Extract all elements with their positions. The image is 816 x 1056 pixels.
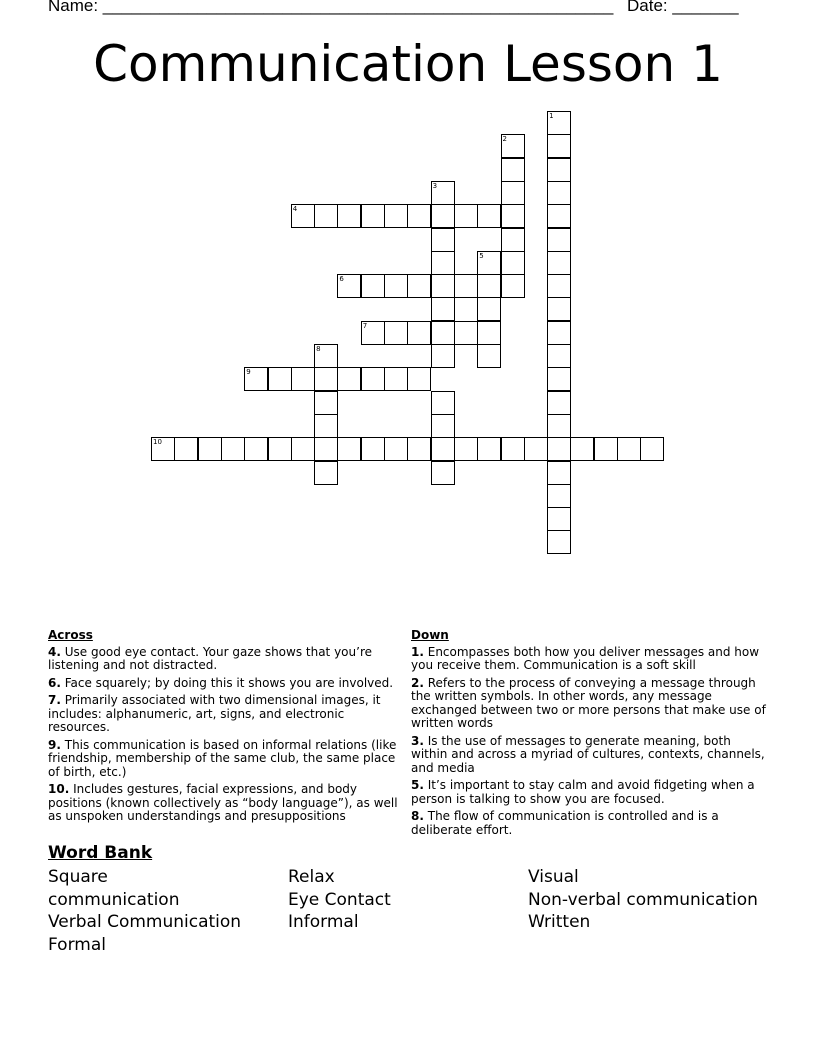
crossword-cell[interactable] (384, 274, 408, 298)
word-bank-item: Verbal Communication (48, 912, 242, 933)
clue-number: 5. (411, 778, 424, 792)
crossword-cell[interactable] (501, 134, 525, 158)
clue-number: 6 (339, 275, 344, 284)
clue-text: Face squarely; by doing this it shows you are involved. (60, 675, 394, 690)
crossword-cell[interactable] (361, 274, 385, 298)
clue-number: 10. (48, 782, 70, 796)
word-bank-item: Formal (48, 935, 106, 956)
across-clue (48, 646, 408, 673)
crossword-cell[interactable] (407, 321, 431, 345)
crossword-cell[interactable] (361, 321, 385, 345)
crossword-cell[interactable] (477, 321, 501, 345)
crossword-cell[interactable] (407, 274, 431, 298)
crossword-cell[interactable] (547, 461, 571, 485)
crossword-cell[interactable] (314, 391, 338, 415)
clue-number: 1. (411, 644, 424, 659)
crossword-cell[interactable] (501, 437, 525, 461)
crossword-cell[interactable] (431, 181, 455, 205)
word-bank-item: communication (48, 889, 180, 910)
word-bank-item: Non-verbal communication (528, 889, 758, 910)
across-clues (48, 629, 408, 828)
clue-number: 2 (502, 135, 507, 144)
crossword-cell[interactable] (547, 251, 571, 275)
crossword-cell[interactable] (640, 437, 664, 461)
crossword-cell[interactable] (337, 437, 361, 461)
crossword-cell[interactable] (407, 437, 431, 461)
crossword-cell[interactable] (547, 391, 571, 415)
crossword-cell[interactable] (524, 437, 548, 461)
across-clue (48, 783, 408, 824)
crossword-cell[interactable] (547, 134, 571, 158)
crossword-cell[interactable] (431, 204, 455, 228)
word-bank-item: Visual (528, 867, 579, 887)
clue-number: 9 (246, 368, 251, 377)
clue-number: 3 (432, 181, 438, 190)
crossword-cell[interactable] (501, 158, 525, 182)
crossword-cell[interactable] (314, 461, 338, 485)
crossword-cell[interactable] (431, 297, 455, 321)
crossword-cell[interactable] (454, 321, 478, 345)
clue-text: This communication is based on informal relations (like friendship, membership of the same club, the same place of birth, etc.) (48, 737, 397, 779)
crossword-cell[interactable] (547, 297, 571, 321)
clue-text: The flow of communication is controlled and is a deliberate effort. (411, 809, 719, 837)
crossword-cell[interactable] (547, 344, 571, 368)
crossword-cell[interactable] (291, 367, 315, 391)
crossword-cell[interactable] (314, 414, 338, 438)
down-clues (411, 629, 771, 841)
crossword-cell[interactable] (431, 321, 455, 345)
crossword-cell[interactable] (361, 204, 385, 228)
crossword-cell[interactable] (174, 437, 198, 461)
crossword-cell[interactable] (454, 274, 478, 298)
crossword-cell[interactable] (547, 484, 571, 508)
crossword-cell[interactable] (291, 437, 315, 461)
clue-number: 7 (362, 321, 368, 330)
word-bank-item: Written (528, 912, 591, 933)
crossword-cell[interactable] (314, 367, 338, 391)
crossword-cell[interactable] (431, 461, 455, 485)
crossword-cell[interactable] (477, 344, 501, 368)
crossword-cell[interactable] (547, 204, 571, 228)
crossword-cell[interactable] (384, 321, 408, 345)
down-clue (411, 646, 771, 673)
crossword-cell[interactable] (244, 367, 268, 391)
word-bank-item: Informal (288, 912, 359, 933)
crossword-cell[interactable] (337, 274, 361, 298)
crossword-cell[interactable] (384, 204, 408, 228)
clue-number: 5 (479, 251, 484, 260)
crossword-cell[interactable] (431, 414, 455, 438)
crossword-cell[interactable] (477, 437, 501, 461)
clue-number: 1 (549, 112, 554, 120)
crossword-cell[interactable] (291, 204, 315, 228)
down-clue (411, 735, 771, 776)
crossword-cell[interactable] (547, 181, 571, 205)
crossword-cell[interactable] (431, 274, 455, 298)
clue-text: Use good eye contact. Your gaze shows that you’re listening and not distracted. (48, 644, 372, 672)
clue-text: Includes gestures, facial expressions, and body positions (known collectively as “body language”), as well as unspoken understandings and presuppositions (48, 782, 398, 823)
crossword-cell[interactable] (501, 251, 525, 275)
crossword-cell[interactable] (547, 274, 571, 298)
crossword-cell[interactable] (268, 437, 292, 461)
clue-number: 6. (48, 675, 61, 690)
crossword-cell[interactable] (547, 158, 571, 182)
word-bank-item: Square (48, 867, 108, 887)
crossword-cell[interactable] (454, 204, 478, 228)
clue-number: 9. (48, 737, 61, 752)
crossword-cell[interactable] (431, 344, 455, 368)
crossword-cell[interactable] (314, 204, 338, 228)
crossword-cell[interactable] (361, 437, 385, 461)
crossword-cell[interactable] (501, 181, 525, 205)
across-clue (48, 739, 408, 780)
across-heading: Across (48, 628, 93, 642)
crossword-cell[interactable] (244, 437, 268, 461)
crossword-cell[interactable] (570, 437, 594, 461)
crossword-cell[interactable] (337, 367, 361, 391)
crossword-cell[interactable] (547, 228, 571, 252)
clue-text: Primarily associated with two dimensional images, it includes: alphanumeric, art, signs, and electronic resources. (48, 693, 381, 734)
down-clue (411, 810, 771, 837)
crossword-cell[interactable] (314, 437, 338, 461)
crossword-cell[interactable] (454, 437, 478, 461)
clue-text: Is the use of messages to generate meaning, both within and across a myriad of cultures, contexts, channels, and media (411, 733, 765, 775)
crossword-cell[interactable] (477, 251, 501, 275)
clue-number: 4. (48, 644, 61, 659)
crossword-cell[interactable] (477, 204, 501, 228)
crossword-cell[interactable] (407, 204, 431, 228)
crossword-cell[interactable] (501, 228, 525, 252)
clue-text: Encompasses both how you deliver messages and how you receive them. Communication is a soft skill (411, 644, 760, 672)
crossword-cell[interactable] (221, 437, 245, 461)
down-heading: Down (411, 628, 449, 642)
word-bank-title: Word Bank (48, 843, 153, 863)
clue-number: 2. (411, 675, 424, 690)
across-clue (48, 677, 408, 691)
crossword-cell[interactable] (384, 367, 408, 391)
crossword-cell[interactable] (501, 204, 525, 228)
crossword-cell[interactable] (477, 297, 501, 321)
clue-text: Refers to the process of conveying a message through the written symbols. In other words, any message exchanged between two or more persons that make use of written words (411, 675, 766, 730)
crossword-cell[interactable] (547, 414, 571, 438)
crossword-cell[interactable] (337, 204, 361, 228)
word-bank-item: Relax (288, 867, 335, 887)
crossword-cell[interactable] (501, 274, 525, 298)
crossword-cell[interactable] (314, 344, 338, 368)
crossword-cell[interactable] (407, 367, 431, 391)
crossword-cell[interactable] (431, 251, 455, 275)
clue-number: 8 (316, 345, 321, 353)
across-clue (48, 694, 408, 735)
clue-number: 3. (411, 733, 424, 748)
crossword-cell[interactable] (547, 437, 571, 461)
crossword-cell[interactable] (477, 274, 501, 298)
down-clue (411, 677, 771, 731)
crossword-cell[interactable] (547, 321, 571, 345)
down-clue (411, 779, 771, 806)
crossword-cell[interactable] (268, 367, 292, 391)
clue-number: 8. (411, 809, 424, 823)
page-title: Communication Lesson 1 (93, 35, 723, 93)
crossword-cell[interactable] (617, 437, 641, 461)
down-clue-list (411, 646, 771, 838)
crossword-cell[interactable] (547, 111, 571, 135)
crossword-cell[interactable] (361, 367, 385, 391)
name-field-label: Name: ______________________________________________________ (48, 0, 614, 15)
clue-number: 7. (48, 693, 61, 707)
crossword-cell[interactable] (547, 507, 571, 531)
word-bank-item: Eye Contact (288, 889, 391, 910)
clue-text: It’s important to stay calm and avoid fidgeting when a person is talking to show you are focused. (411, 778, 755, 806)
crossword-cell[interactable] (384, 437, 408, 461)
clue-number: 4 (292, 205, 298, 214)
clue-number: 10 (153, 438, 162, 447)
crossword-cell[interactable] (198, 437, 222, 461)
crossword-cell[interactable] (547, 530, 571, 554)
across-clue-list (48, 646, 408, 824)
crossword-cell[interactable] (547, 367, 571, 391)
crossword-cell[interactable] (431, 437, 455, 461)
crossword-cell[interactable] (431, 228, 455, 252)
crossword-cell[interactable] (431, 391, 455, 415)
crossword-cell[interactable] (151, 437, 175, 461)
crossword-cell[interactable] (594, 437, 618, 461)
date-field-label: Date: _______ (627, 0, 739, 15)
